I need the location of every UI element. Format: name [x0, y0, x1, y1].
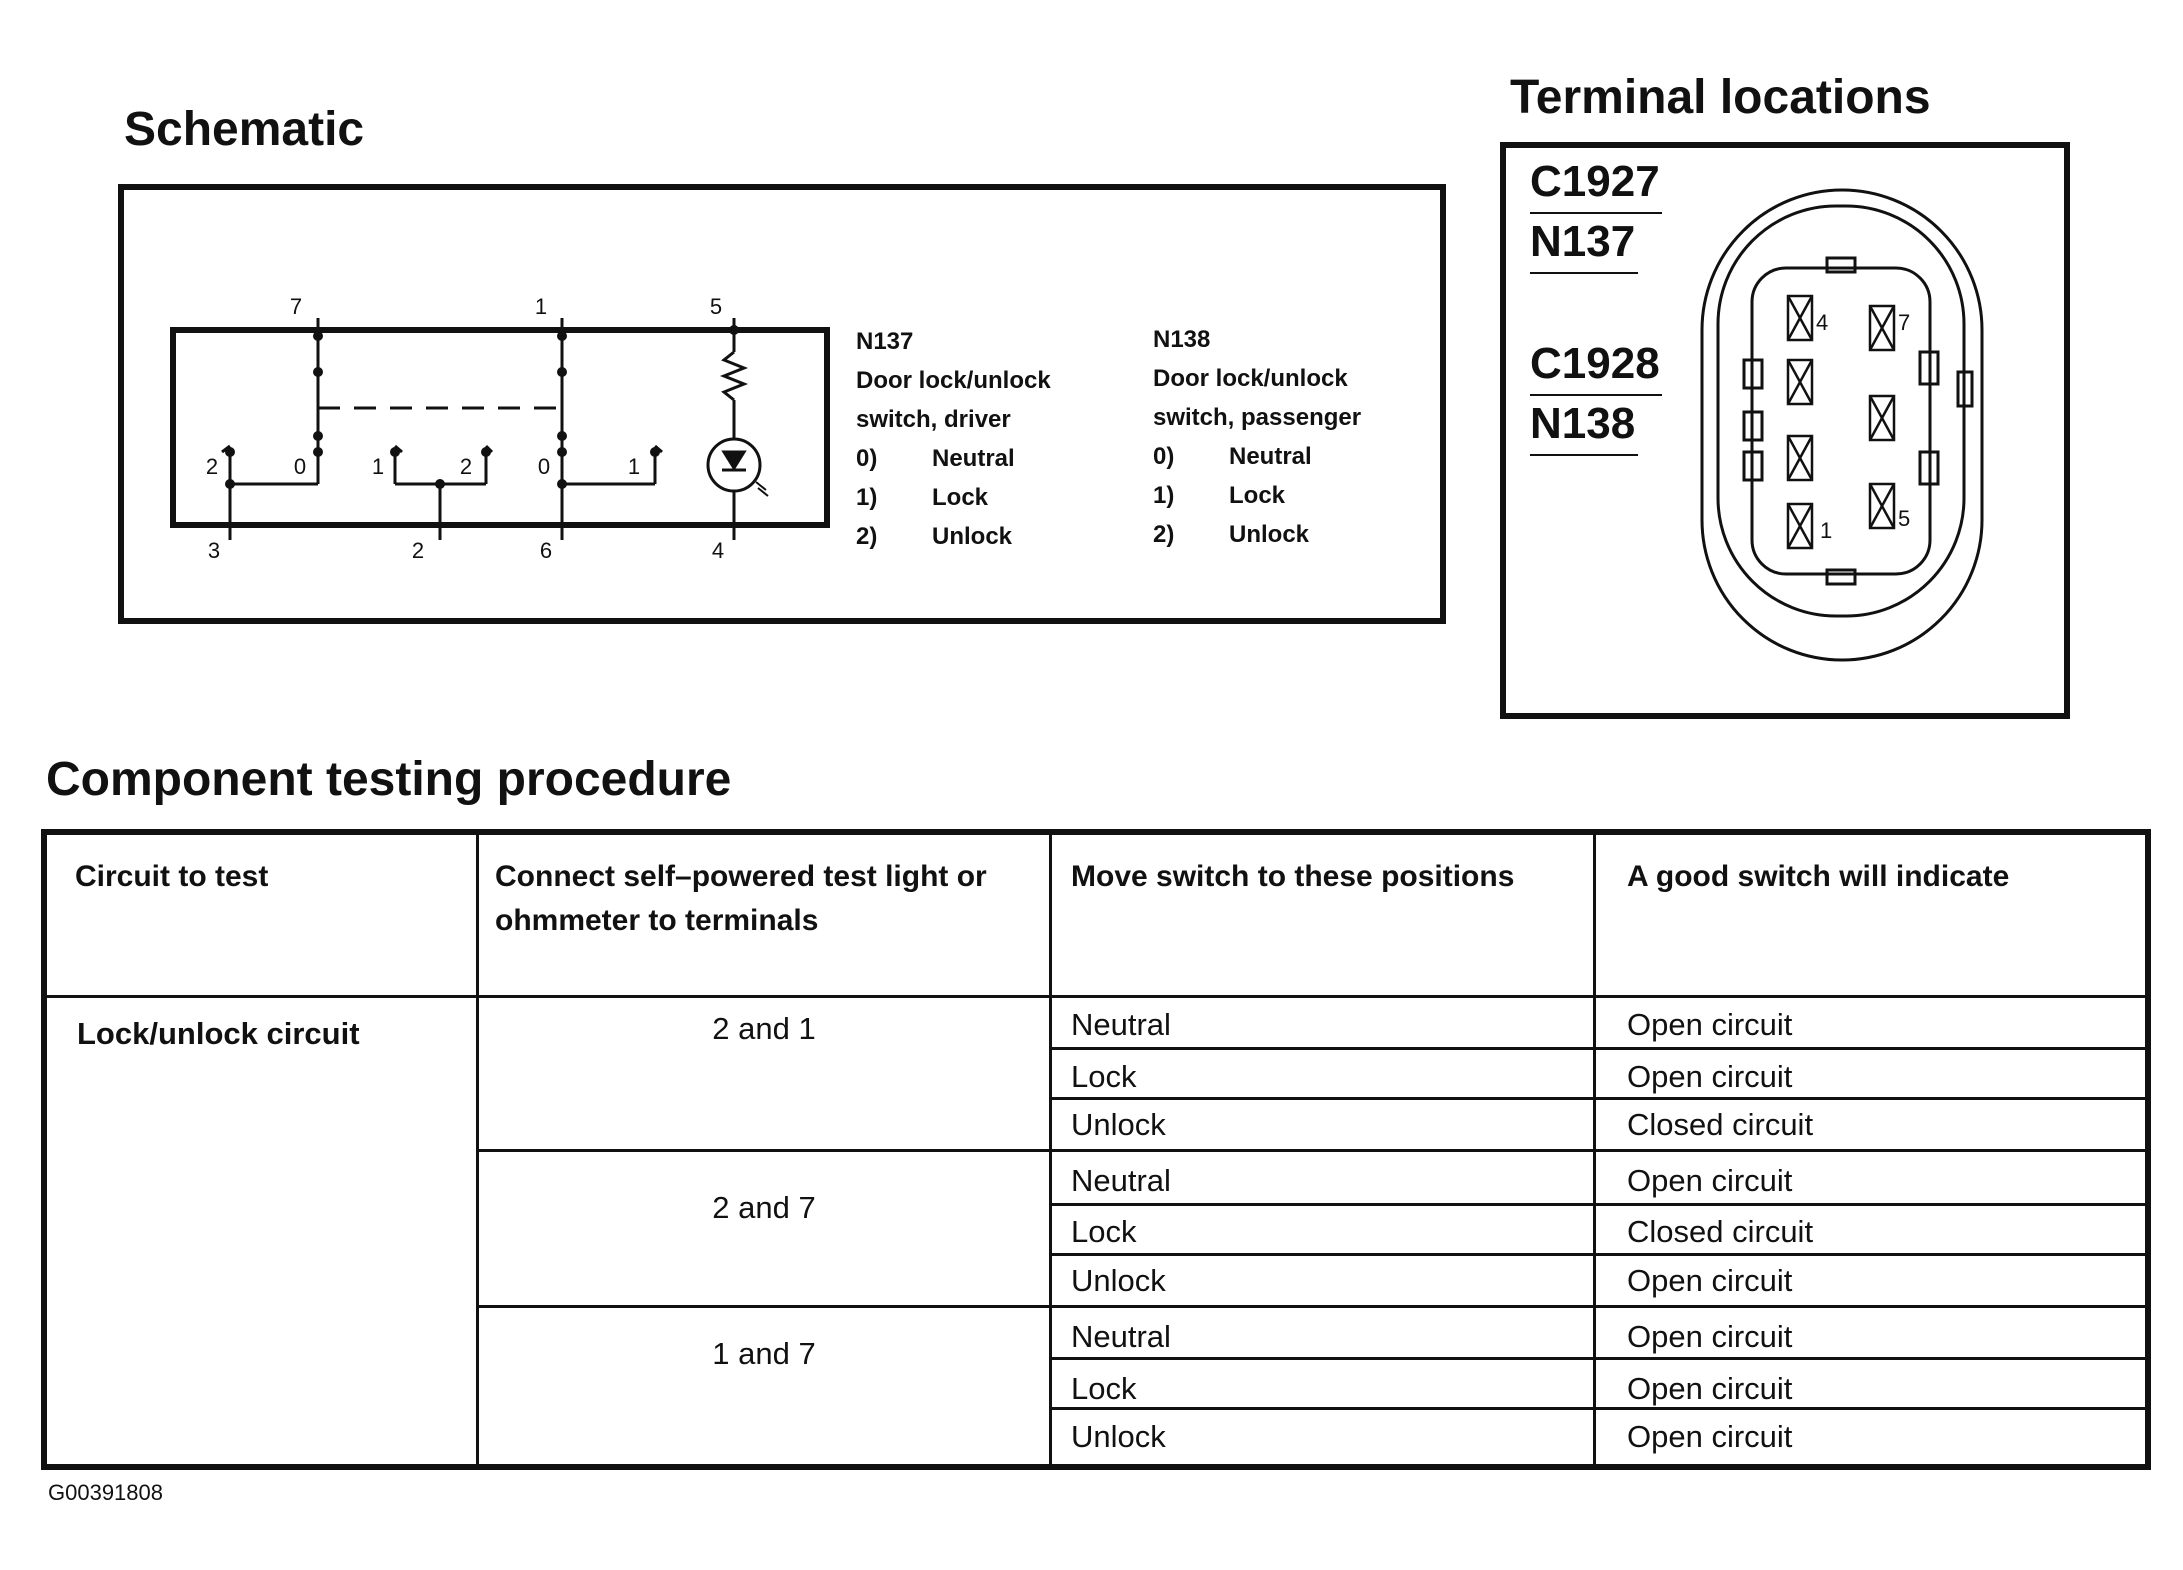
terminal-label: 1: [534, 294, 548, 319]
terminal-locations-title: Terminal locations: [1510, 71, 1931, 124]
position-cell: Neutral: [1071, 1163, 1171, 1198]
result-cell: Open circuit: [1627, 1007, 1793, 1042]
legend-id: N138: [1153, 326, 1211, 353]
result-cell: Closed circuit: [1627, 1107, 1814, 1142]
legend-num: 2): [856, 523, 878, 550]
legend-num: 0): [1153, 443, 1175, 470]
switch-position-label: 1: [371, 454, 385, 479]
connector-label: C1927: [1530, 157, 1660, 206]
position-cell: Unlock: [1071, 1263, 1166, 1298]
terminals-cell: 2 and 1: [712, 1011, 816, 1046]
terminal-label: 2: [411, 538, 425, 563]
legend-num: 2): [1153, 521, 1175, 548]
legend-position: Unlock: [1229, 521, 1310, 548]
figure-id: G00391808: [48, 1480, 163, 1505]
resistor: [724, 352, 744, 400]
result-cell: Open circuit: [1627, 1371, 1793, 1406]
terminals-cell: 1 and 7: [712, 1336, 816, 1371]
legend-num: 1): [856, 484, 878, 511]
terminal-label: 6: [539, 538, 553, 563]
result-cell: Open circuit: [1627, 1059, 1793, 1094]
switch-position-label: 2: [205, 454, 219, 479]
divider: [47, 995, 2145, 998]
terminal-label: 5: [709, 294, 723, 319]
legend-num: 0): [856, 445, 878, 472]
divider: [1049, 1407, 2145, 1410]
procedure-title: Component testing procedure: [46, 753, 732, 806]
pin-number: 4: [1816, 310, 1829, 335]
divider: [1049, 1253, 2145, 1256]
legend-line: Door lock/unlock: [856, 367, 1051, 394]
legend-position: Neutral: [1229, 443, 1312, 470]
divider: [1049, 1097, 2145, 1100]
terminal-label: 3: [207, 538, 221, 563]
terminal-label: 7: [289, 294, 303, 319]
pin-cavities: [1788, 296, 1894, 548]
divider: [476, 1305, 2145, 1308]
key-slot: [1827, 570, 1855, 584]
legend-line: Door lock/unlock: [1153, 365, 1348, 392]
divider: [1530, 272, 1638, 274]
header-indicate: A good switch will indicate: [1627, 860, 2010, 893]
result-cell: Open circuit: [1627, 1419, 1793, 1454]
switch-position-label: 0: [293, 454, 307, 479]
divider: [1530, 454, 1638, 456]
position-cell: Neutral: [1071, 1319, 1171, 1354]
legend-passenger: [1153, 320, 1361, 554]
position-cell: Unlock: [1071, 1107, 1166, 1142]
connector-face-diagram: [1690, 180, 2000, 670]
position-cell: Unlock: [1071, 1419, 1166, 1454]
legend-num: 1): [1153, 482, 1175, 509]
legend-position: Neutral: [932, 445, 1015, 472]
component-label: N137: [1530, 217, 1636, 266]
divider: [1049, 1047, 2145, 1050]
legend-position: Unlock: [932, 523, 1013, 550]
component-label: N138: [1530, 399, 1636, 448]
result-cell: Closed circuit: [1627, 1214, 1814, 1249]
divider: [1530, 212, 1662, 214]
legend-line: switch, passenger: [1153, 404, 1362, 431]
schematic-title: Schematic: [124, 103, 365, 156]
legend-id: N137: [856, 328, 914, 355]
key-slot: [1827, 258, 1855, 272]
result-cell: Open circuit: [1627, 1163, 1793, 1198]
position-cell: Neutral: [1071, 1007, 1171, 1042]
divider: [1530, 394, 1662, 396]
connector-label: C1928: [1530, 339, 1660, 388]
terminals-cell: 2 and 7: [712, 1190, 816, 1225]
position-cell: Lock: [1071, 1214, 1137, 1249]
position-cell: Lock: [1071, 1059, 1137, 1094]
switch-position-label: 0: [537, 454, 551, 479]
pin-number: 5: [1898, 506, 1911, 531]
header-circuit: Circuit to test: [75, 860, 269, 893]
divider: [476, 1149, 2145, 1152]
header-connect: Connect self–powered test light or ohmmeter to terminals: [495, 860, 987, 937]
result-cell: Open circuit: [1627, 1263, 1793, 1298]
result-cell: Open circuit: [1627, 1319, 1793, 1354]
switch-frame: [173, 330, 827, 525]
legend-position: Lock: [1229, 482, 1286, 509]
legend-line: switch, driver: [856, 406, 1011, 433]
pin-number: 7: [1898, 310, 1911, 335]
position-cell: Lock: [1071, 1371, 1137, 1406]
procedure-table: [41, 829, 2151, 1470]
divider: [1049, 1203, 2145, 1206]
divider: [1049, 1357, 2145, 1360]
legend-driver: [856, 322, 1051, 556]
circuit-name: Lock/unlock circuit: [77, 1016, 360, 1051]
legend-position: Lock: [932, 484, 989, 511]
switch-position-label: 2: [459, 454, 473, 479]
pin-number: 1: [1820, 518, 1833, 543]
header-move: Move switch to these positions: [1071, 860, 1515, 893]
terminal-label: 4: [711, 538, 725, 563]
switch-position-label: 1: [627, 454, 641, 479]
